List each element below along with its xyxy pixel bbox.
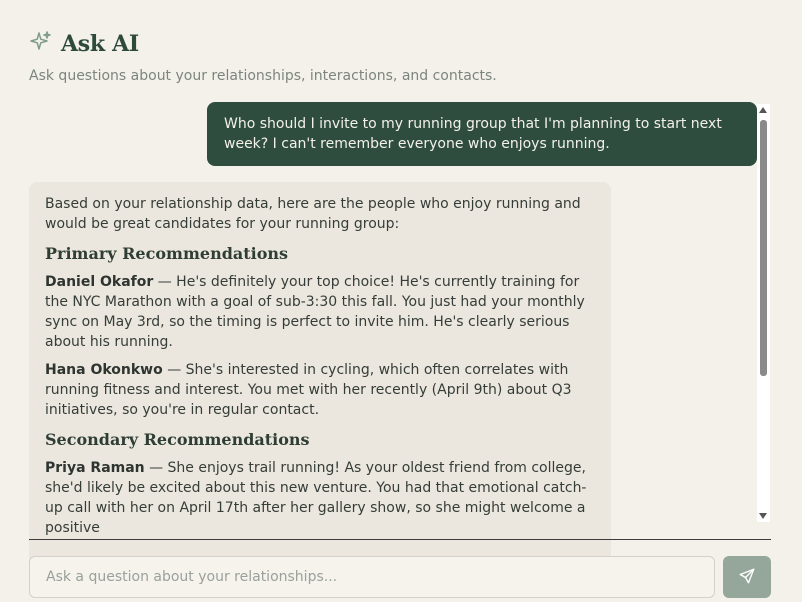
sparkles-icon [29, 30, 53, 58]
section-heading-secondary: Secondary Recommendations [45, 430, 310, 449]
recommendation-text: — She's interested in cycling, which often correlates with running fitness and interest. You met with her recently (April 9th) about Q3 initiatives, so you're in regular contact. [45, 362, 572, 418]
recommendation-item [45, 360, 595, 420]
page-title: Ask AI [61, 31, 139, 57]
page-header [29, 30, 497, 84]
recommendation-text: — He's definitely your top choice! He's currently training for the NYC Marathon with a goal of sub-3:30 this fall. You just had your monthly sync on May 3rd, so the timing is perfect to invite him. He's clearly serious about his running. [45, 274, 585, 350]
scroll-up-arrow-icon[interactable] [759, 107, 767, 113]
scrollbar-thumb[interactable] [760, 120, 767, 376]
scroll-down-arrow-icon[interactable] [759, 513, 767, 519]
chat-scrollbar[interactable] [757, 104, 770, 522]
chat-thread[interactable] [29, 102, 757, 536]
title-row [29, 30, 497, 58]
recommendation-item [45, 458, 595, 538]
page-subtitle: Ask questions about your relationships, interactions, and contacts. [29, 68, 497, 84]
question-input[interactable] [29, 556, 715, 598]
ai-message-bubble [29, 182, 611, 586]
user-message-text: Who should I invite to my running group that I'm planning to start next week? I can't remember everyone who enjoys running. [224, 116, 722, 152]
contact-name: Priya Raman [45, 460, 145, 476]
recommendation-item [45, 272, 595, 352]
user-message-bubble [207, 102, 757, 166]
input-divider [29, 539, 771, 540]
ai-intro-text: Based on your relationship data, here are the people who enjoy running and would be great candidates for your running group: [45, 196, 581, 232]
section-heading-primary: Primary Recommendations [45, 244, 289, 263]
contact-name: Daniel Okafor [45, 274, 154, 290]
contact-name: Hana Okonkwo [45, 362, 163, 378]
recommendation-text: — She enjoys trail running! As your oldest friend from college, she'd likely be excited about this new venture. You had that emotional catch-up call with her on April 17th after her gallery show, so she might welcome a positive [45, 460, 587, 536]
send-button[interactable] [723, 556, 771, 598]
send-icon [738, 567, 756, 588]
